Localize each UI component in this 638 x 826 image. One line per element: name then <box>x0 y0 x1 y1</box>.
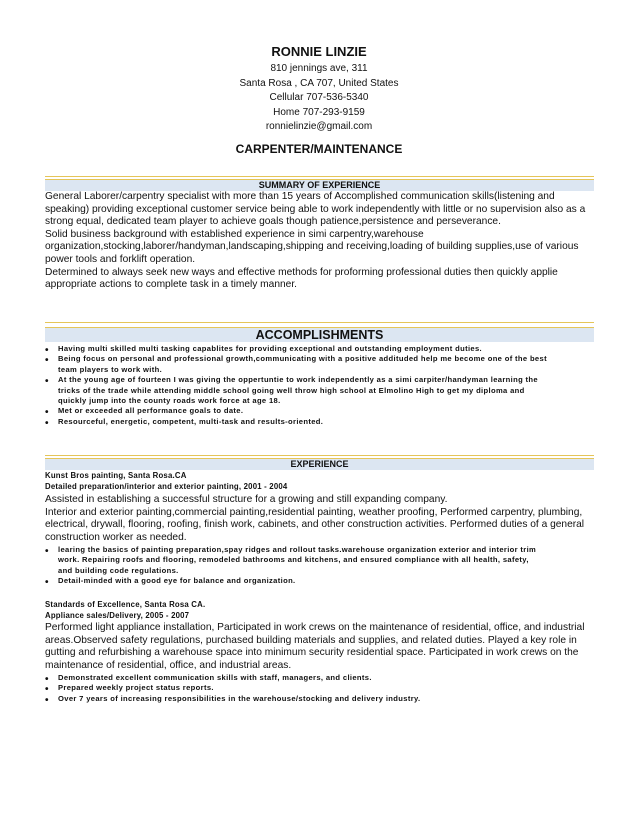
job-bullets <box>45 673 600 704</box>
section-divider <box>45 176 594 177</box>
job-company: Kunst Bros painting, Santa Rosa.CA <box>45 471 187 480</box>
list-item-text: and building code regulations. <box>58 565 179 575</box>
bullet-icon: • <box>45 694 49 706</box>
list-item-text: Demonstrated excellent communication skills with staff, managers, and clients. <box>58 673 372 682</box>
list-item-text: Met or exceeded all performance goals to date. <box>58 406 244 416</box>
list-item <box>45 673 600 683</box>
job-role: Appliance sales/Delivery, 2005 - 2007 <box>45 610 190 620</box>
list-item-text: Over 7 years of increasing responsibilities in the warehouse/stocking and delivery industry. <box>58 693 421 703</box>
list-item-text: quickly jump into the county roads work force at age 18. <box>58 396 281 406</box>
job-line: Assisted in establishing a successful structure for a growing and still expanding company. <box>45 494 448 505</box>
experience-heading: EXPERIENCE <box>45 458 594 470</box>
home-phone: Home 707-293-9159 <box>273 106 365 118</box>
job-line: electrical, drywall, flooring, roofing, finish work, cabinets, and other construction activities. Performed duties of a general <box>45 519 585 531</box>
accomplishments-heading: ACCOMPLISHMENTS <box>45 327 594 342</box>
bullet-icon: • <box>45 345 49 356</box>
address-line-2: Santa Rosa , CA 707, United States <box>239 77 399 89</box>
objective-title: CARPENTER/MAINTENANCE <box>235 142 403 156</box>
summary-line: Determined to always seek new ways and effective methods for proforming professional duties then quickly applie <box>45 266 558 278</box>
job-role: Detailed preparation/interior and exterior painting, 2001 - 2004 <box>45 481 288 491</box>
summary-line: strong equal, dedicated team player to achieve goals though patience,persistence and perseverance. <box>45 216 501 228</box>
job-company: Standards of Excellence, Santa Rosa CA. <box>45 600 206 609</box>
list-item <box>45 354 600 375</box>
list-item-text: At the young age of fourteen I was giving the oppertuntie to work independently as a simi carpiter/handyman learning the <box>58 375 538 385</box>
bullet-icon: • <box>45 355 49 367</box>
bullet-icon: • <box>45 376 49 388</box>
list-item <box>45 375 600 406</box>
list-item-text: work. Repairing roofs and flooring, remodeled bathrooms and kitchens, and ensured compliance with all health, safety, <box>58 555 529 565</box>
section-divider <box>45 322 594 323</box>
list-item-text: Having multi skilled multi tasking capablites for providing exceptional and outstanding employment duties. <box>58 344 483 353</box>
job-line: areas.Observed safety regulations, purchased building materials and supplies, and related duties. Played a key role in <box>45 634 577 646</box>
list-item-text: tricks of the trade while attending middle school going well throw high school at Elmolino High to get my diploma and <box>58 385 525 395</box>
summary-line: speaking) providing exceptional customer service being able to work independently with little or no supervision also as a <box>45 203 586 215</box>
summary-heading: SUMMARY OF EXPERIENCE <box>45 179 594 191</box>
job-line: gutting and refurbishing a warehouse space into minimum security residential space. Participated in work crews on the <box>45 647 579 659</box>
section-divider <box>45 455 594 456</box>
summary-line: Solid business background with established experience in simi carpentry,warehouse <box>45 228 424 240</box>
list-item <box>45 545 600 576</box>
list-item <box>45 406 600 419</box>
bullet-icon: • <box>45 417 49 429</box>
list-item <box>45 694 600 704</box>
summary-line: appropriate actions to complete task in a timely manner. <box>45 279 297 291</box>
job-line: maintenance of residential, office, and industrial areas. <box>45 659 292 671</box>
bullet-icon: • <box>45 684 49 696</box>
list-item-text: team players to work with. <box>58 364 163 374</box>
address-line-1: 810 jennings ave, 311 <box>270 63 368 74</box>
list-item-text: learing the basics of painting preparation,spay ridges and rollout tasks.warehouse organization exterior and interior trim <box>58 545 537 554</box>
bullet-icon: • <box>45 407 49 419</box>
job-bullets <box>45 545 600 587</box>
list-item-text: Detail-minded with a good eye for balance and organization. <box>58 576 296 586</box>
job-header <box>45 600 205 621</box>
bullet-icon: • <box>45 577 49 589</box>
list-item <box>45 576 600 589</box>
job-line: Interior and exterior painting,commercial painting,residential painting, weather proofing, Performed carpentry, plumbing, <box>45 506 583 518</box>
email-address: ronnielinzie@gmail.com <box>265 121 373 132</box>
contact-block <box>0 62 638 135</box>
list-item <box>45 417 600 427</box>
summary-text <box>45 191 594 292</box>
summary-line: General Laborer/carpentry specialist with more than 15 years of Accomplished communication skills(listening and <box>45 191 555 202</box>
list-item-text: Being focus on personal and professional growth,communicating with a positive addituded help me become one of the best <box>58 354 547 364</box>
job-line: construction worker as needed. <box>45 531 187 543</box>
summary-line: organization,stocking,laborer/handyman,landscaping,shipping and receiving,loading of building supplies,use of various <box>45 241 579 253</box>
job-header <box>45 471 287 492</box>
job-line: Performed light appliance installation, Participated in work crews on the maintenance of residential, office, and industrial <box>45 622 585 633</box>
job-description <box>45 622 594 672</box>
list-item <box>45 683 600 696</box>
applicant-name: RONNIE LINZIE <box>271 44 367 59</box>
bullet-icon: • <box>45 674 49 685</box>
list-item <box>45 344 600 354</box>
cellular-phone: Cellular 707-536-5340 <box>269 92 369 103</box>
summary-line: power tools and forklift operation. <box>45 253 196 265</box>
accomplishments-list <box>45 344 600 427</box>
job-description <box>45 494 594 544</box>
list-item-text: Resourceful, energetic, competent, multi-task and results-oriented. <box>58 416 324 426</box>
list-item-text: Prepared weekly project status reports. <box>58 683 214 693</box>
bullet-icon: • <box>45 546 49 557</box>
